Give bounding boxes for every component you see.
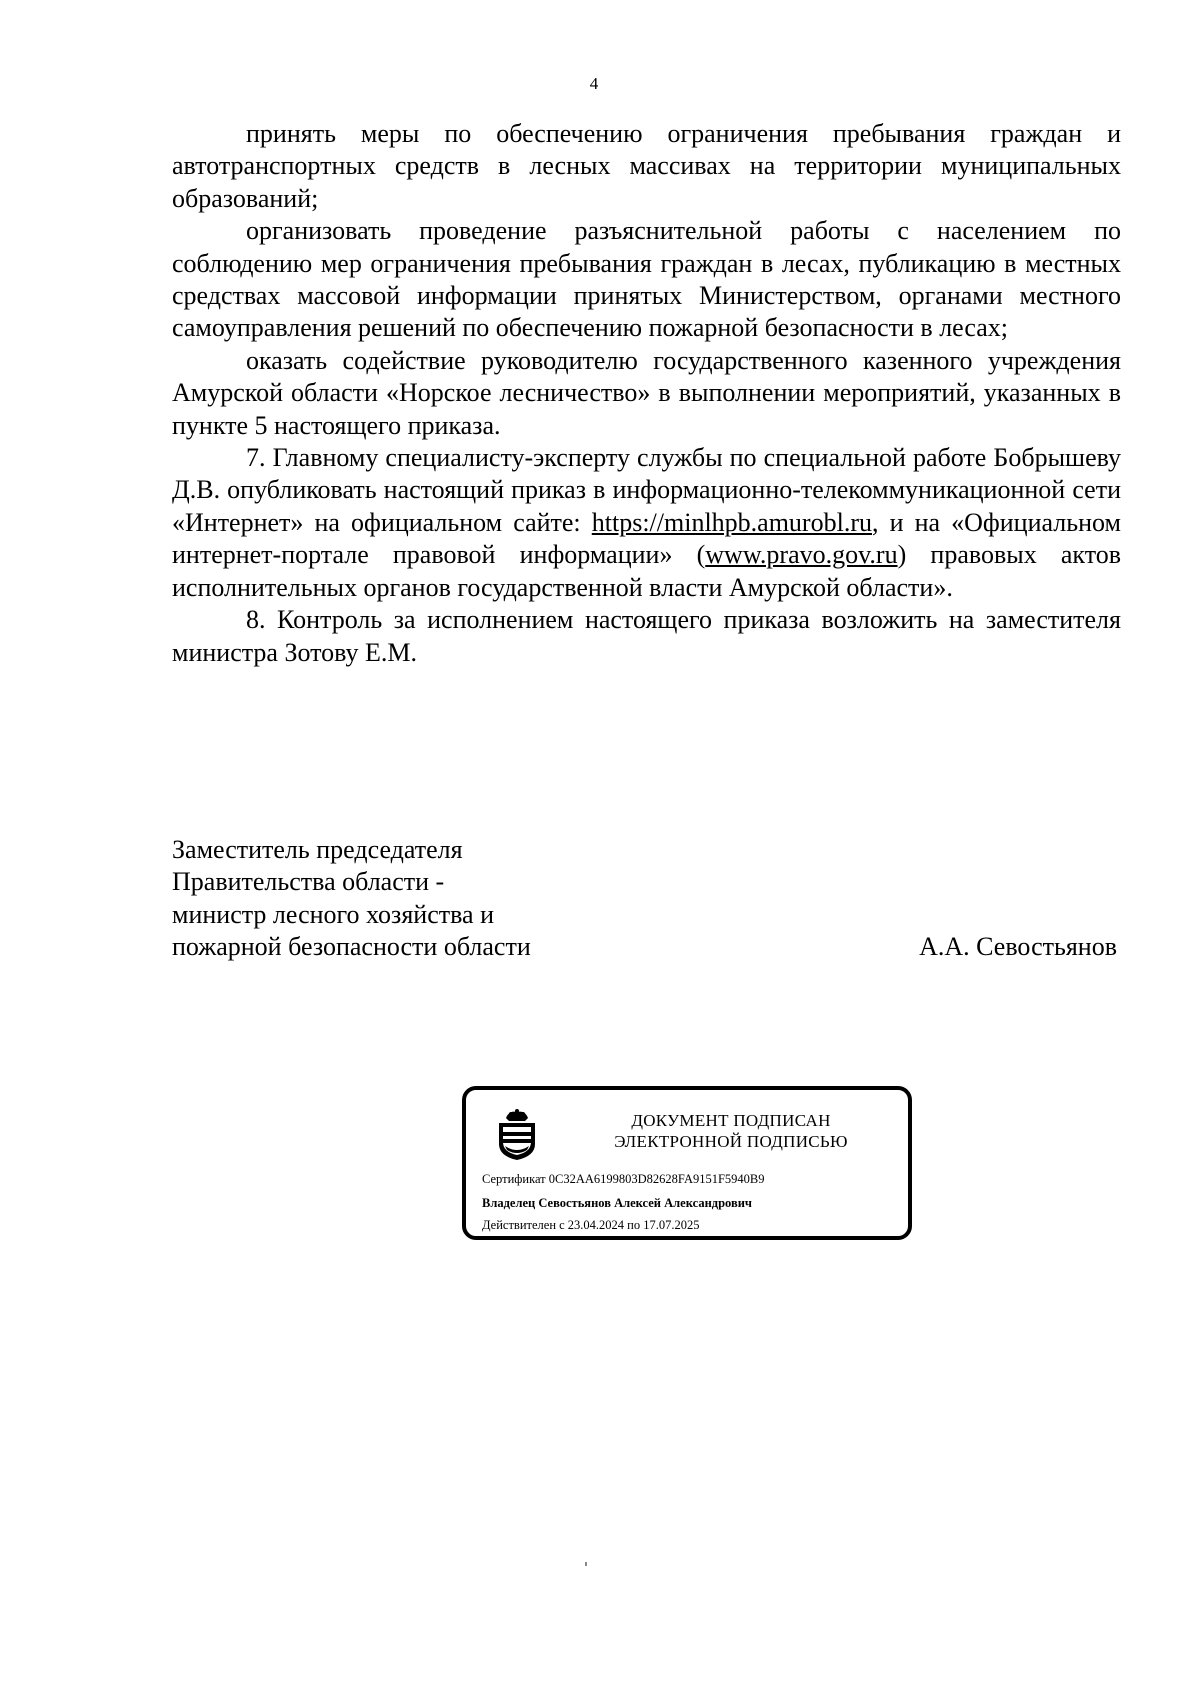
signatory-title	[172, 834, 531, 964]
paragraph-explanatory-work: организовать проведение разъяснительной работы с населением по соблюдению мер ограничения пребывания граждан в лесах, публикацию в местных средствах массовой информации принятых Министерством, органами местного самоуправления решений по обеспечению пожарной безопасности в лесах;	[172, 216, 1121, 343]
signatory-title-line: Заместитель председателя	[172, 835, 463, 864]
signatory-name: А.А. Севостьянов	[919, 932, 1117, 961]
signatory-title-line: министр лесного хозяйства и	[172, 899, 494, 929]
stamp-title-line-2: ЭЛЕКТРОННОЙ ПОДПИСЬЮ	[614, 1132, 848, 1151]
stamp-validity: Действителен с 23.04.2024 по 17.07.2025	[482, 1218, 700, 1232]
electronic-signature-stamp	[462, 1086, 912, 1240]
page-number: 4	[589, 74, 599, 93]
ministry-site-link[interactable]: https://minlhpb.amurobl.ru	[591, 507, 872, 537]
scan-speck	[585, 1562, 587, 1566]
paragraph-item-7-publish	[172, 442, 1121, 604]
paragraph-item-8-control: 8. Контроль за исполнением настоящего приказа возложить на заместителя министра Зотову Е.М.	[172, 605, 1121, 667]
item-7-text-start: 7. Главному специалисту-эксперту службы по специальной работе Бобрышеву Д.В. опубликовать настоящий приказ в информационно-телекоммуникационной сети «Интернет» на официальном сайте:	[172, 443, 1121, 537]
item-7-text-end: ) правовых актов исполнительных органов государственной власти Амурской области».	[172, 540, 1121, 602]
paragraph-assist-forestry: оказать содействие руководителю государственного казенного учреждения Амурской области «Норское лесничество» в выполнении мероприятий, указанных в пункте 5 настоящего приказа.	[172, 345, 1121, 440]
order-body	[172, 118, 1121, 669]
stamp-title	[566, 1110, 896, 1152]
signatory-title-line: пожарной безопасности области	[172, 932, 531, 962]
item-7-text-middle: , и на «Официальном интернет-портале правовой информации» (	[172, 507, 1121, 570]
stamp-title-line-1: ДОКУМЕНТ ПОДПИСАН	[631, 1111, 831, 1130]
coat-of-arms-icon	[494, 1108, 540, 1162]
signatory-title-line: Правительства области -	[172, 867, 445, 897]
paragraph-restrict-access: принять меры по обеспечению ограничения пребывания граждан и автотранспортных средств в лесных массивах на территории муниципальных образований;	[172, 119, 1121, 213]
stamp-certificate: Сертификат 0C32AA6199803D82628FA9151F5940B9	[482, 1172, 765, 1186]
pravo-portal-link[interactable]: www.pravo.gov.ru	[705, 540, 898, 570]
stamp-owner: Владелец Севостьянов Алексей Александрович	[482, 1196, 752, 1210]
